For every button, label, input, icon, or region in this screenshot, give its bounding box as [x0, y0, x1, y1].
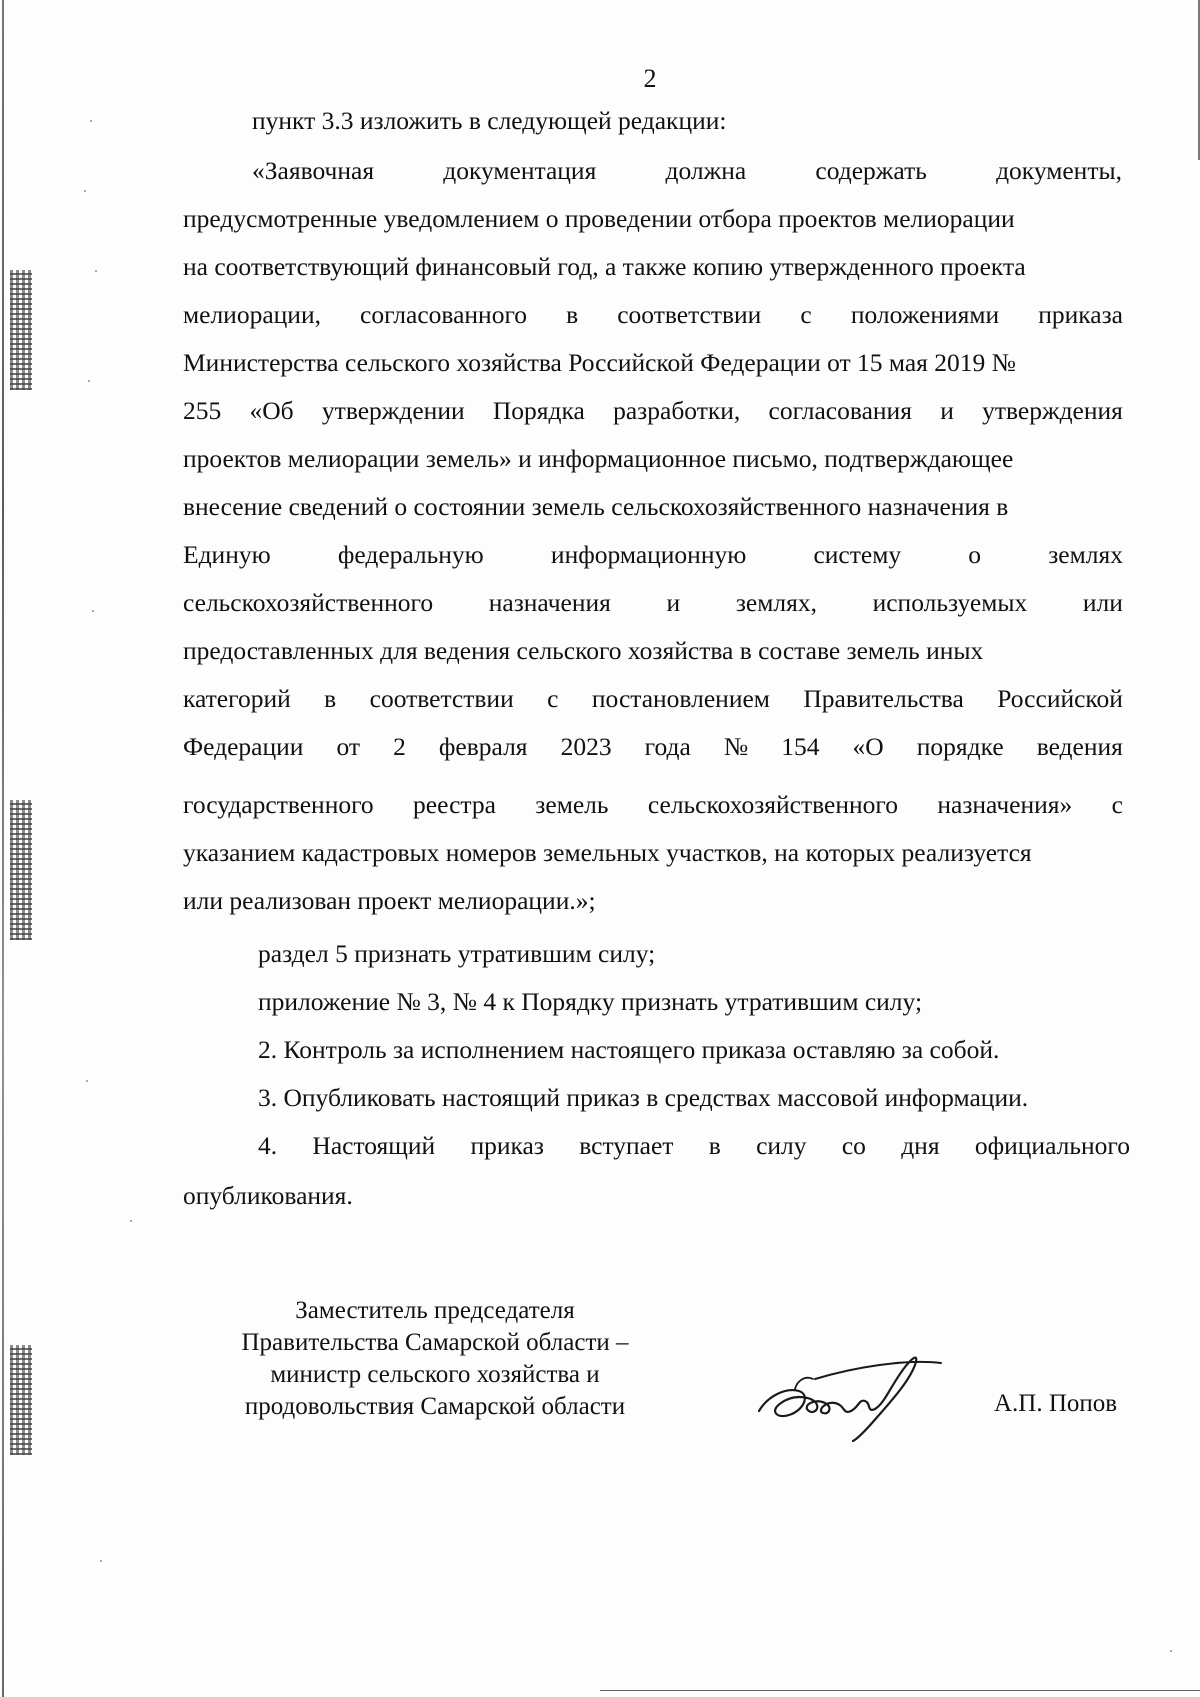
word: со	[841, 1131, 866, 1160]
word: постановлением	[591, 684, 770, 713]
word: согласованного	[360, 300, 528, 329]
word: 2023	[560, 732, 612, 761]
scan-speck	[84, 190, 86, 192]
word: о	[968, 540, 982, 569]
word: силу	[756, 1131, 807, 1160]
word: земель	[535, 790, 609, 819]
word: порядке	[916, 732, 1004, 761]
word: федеральную	[337, 540, 484, 569]
word: «Об	[249, 396, 294, 425]
word: утверждения	[982, 396, 1123, 425]
word: приказ	[470, 1131, 544, 1160]
word: систему	[813, 540, 902, 569]
word: Единую	[183, 540, 271, 569]
word: категорий	[183, 684, 291, 713]
quote-line-14	[183, 789, 1123, 821]
word: землях,	[735, 588, 817, 617]
word: официального	[974, 1131, 1130, 1160]
signatory-title	[205, 1295, 665, 1423]
quote-line-4	[183, 299, 1123, 331]
word: землях	[1048, 540, 1123, 569]
scan-speck	[100, 1560, 102, 1562]
word: «О	[852, 732, 884, 761]
word: государственного	[183, 790, 374, 819]
scan-speck	[92, 610, 94, 612]
word: с	[800, 300, 812, 329]
quote-line-9	[183, 539, 1123, 571]
word: №	[723, 732, 749, 761]
scan-edge-left	[2, 0, 4, 1697]
page-number: 2	[643, 64, 657, 93]
word: разработки,	[613, 396, 741, 425]
quote-line-3: на соответствующий финансовый год, а также копию утвержденного проекта	[183, 252, 1026, 281]
word: назначения»	[937, 790, 1073, 819]
word: приказа	[1038, 300, 1123, 329]
word: ведения	[1036, 732, 1123, 761]
word: утверждении	[321, 396, 465, 425]
paragraph-amendment-intro: пункт 3.3 изложить в следующей редакции:	[252, 106, 727, 135]
word: в	[324, 684, 337, 713]
signer-name: А.П. Попов	[994, 1390, 1118, 1417]
quote-line-15: указанием кадастровых номеров земельных участков, на которых реализуется	[183, 838, 1032, 867]
word: 2	[393, 732, 406, 761]
word: или	[1082, 588, 1123, 617]
word: 4.	[258, 1131, 278, 1160]
word: Порядка	[492, 396, 585, 425]
signatory-title-line: Правительства Самарской области –	[241, 1329, 629, 1356]
word: 255	[183, 396, 222, 425]
quote-line-1	[252, 155, 1122, 187]
signatory-title-line: министр сельского хозяйства и	[270, 1361, 600, 1388]
quote-line-2: предусмотренные уведомлением о проведении отбора проектов мелиорации	[183, 204, 1015, 233]
word: Правительства	[803, 684, 964, 713]
quote-line-5: Министерства сельского хозяйства Российской Федерации от 15 мая 2019 №	[183, 348, 1016, 377]
quote-line-13	[183, 731, 1123, 763]
word: сельскохозяйственного	[183, 588, 434, 617]
word: должна	[665, 156, 747, 185]
word: Российской	[997, 684, 1123, 713]
word: февраля	[438, 732, 528, 761]
word: назначения	[488, 588, 611, 617]
word: положениями	[850, 300, 1000, 329]
word: содержать	[815, 156, 927, 185]
word: 154	[781, 732, 820, 761]
scan-bottom-line	[600, 1690, 1200, 1691]
scan-noise	[10, 1345, 32, 1455]
word: «Заявочная	[252, 156, 375, 185]
word: с	[547, 684, 559, 713]
handwritten-signature-icon	[755, 1345, 945, 1445]
quote-line-12	[183, 683, 1123, 715]
word: вступает	[579, 1131, 674, 1160]
word: Настоящий	[312, 1131, 436, 1160]
paragraph-item-4-line-2: опубликования.	[183, 1181, 353, 1210]
word: и	[940, 396, 954, 425]
paragraph-section-5: раздел 5 признать утратившим силу;	[258, 939, 656, 968]
word: мелиорации,	[183, 300, 321, 329]
quote-line-16: или реализован проект мелиорации.»;	[183, 886, 596, 915]
word: и	[666, 588, 681, 617]
quote-line-8: внесение сведений о состоянии земель сельскохозяйственного назначения в	[183, 492, 1009, 521]
word: согласования	[768, 396, 912, 425]
quote-line-11: предоставленных для ведения сельского хозяйства в составе земель иных	[183, 636, 984, 665]
quote-line-7: проектов мелиорации земель» и информационное письмо, подтверждающее	[183, 444, 1014, 473]
word: сельскохозяйственного	[647, 790, 898, 819]
paragraph-item-4-line-1	[258, 1130, 1130, 1162]
scan-speck	[86, 1080, 88, 1082]
word: используемых	[872, 588, 1028, 617]
paragraph-item-3: 3. Опубликовать настоящий приказ в средствах массовой информации.	[258, 1083, 1029, 1112]
word: информационную	[550, 540, 747, 569]
word: в	[708, 1131, 721, 1160]
word: документы,	[996, 156, 1122, 185]
word: с	[1111, 790, 1123, 819]
scan-noise	[10, 800, 32, 940]
quote-line-6	[183, 395, 1123, 427]
word: документация	[443, 156, 597, 185]
word: соответствии	[617, 300, 762, 329]
scan-speck	[1170, 1650, 1172, 1652]
word: реестра	[413, 790, 496, 819]
scan-speck	[88, 380, 90, 382]
word: соответствии	[369, 684, 514, 713]
scan-speck	[95, 270, 97, 272]
quote-line-10	[183, 587, 1123, 619]
paragraph-appendices: приложение № 3, № 4 к Порядку признать утратившим силу;	[258, 987, 923, 1016]
word: дня	[901, 1131, 940, 1160]
scan-noise	[10, 270, 32, 390]
word: Федерации	[183, 732, 304, 761]
paragraph-item-2: 2. Контроль за исполнением настоящего приказа оставляю за собой.	[258, 1035, 1000, 1064]
word: в	[566, 300, 579, 329]
scan-speck	[130, 1220, 132, 1222]
signatory-title-line: продовольствия Самарской области	[244, 1393, 626, 1420]
word: от	[336, 732, 361, 761]
word: года	[644, 732, 691, 761]
scan-speck	[90, 120, 92, 122]
signatory-title-line: Заместитель председателя	[295, 1297, 575, 1324]
